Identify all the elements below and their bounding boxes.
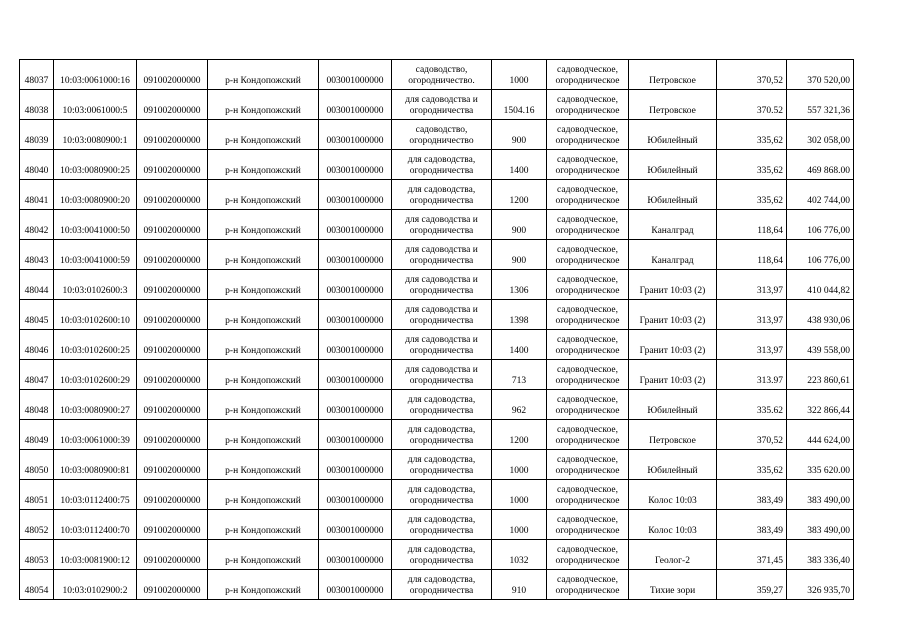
category-cell-line: огородническое (555, 436, 620, 446)
category-cell (547, 90, 629, 120)
specific-value-cell: 118,64 (717, 210, 787, 240)
permitted-use-cell (392, 480, 492, 510)
category-cell (547, 180, 629, 210)
settlement-name-cell: Колос 10:03 (629, 510, 717, 540)
specific-value-cell: 335,62 (717, 450, 787, 480)
okato-code-cell: 091002000000 (137, 90, 208, 120)
permitted-use-cell (392, 360, 492, 390)
table-row (20, 510, 854, 540)
permitted-use-cell (392, 60, 492, 90)
cadastral-number-cell: 10:03:0041000:50 (54, 210, 137, 240)
table-row (20, 60, 854, 90)
table-row (20, 330, 854, 360)
permitted-use-cell-line: садоводство, (415, 125, 468, 135)
category-cell (547, 390, 629, 420)
category-cell-line: огородническое (555, 406, 620, 416)
district-cell: р-н Кондопожский (208, 420, 319, 450)
cadastral-number-cell: 10:03:0102900:2 (54, 570, 137, 600)
okato-code-cell: 091002000000 (137, 510, 208, 540)
oktmo-code-cell: 003001000000 (319, 270, 392, 300)
row-number-cell: 48045 (20, 300, 54, 330)
category-cell (547, 360, 629, 390)
category-cell (547, 240, 629, 270)
table-row (20, 540, 854, 570)
category-cell-line: садоводческое, (557, 395, 618, 405)
district-cell: р-н Кондопожский (208, 330, 319, 360)
okato-code-cell: 091002000000 (137, 570, 208, 600)
permitted-use-cell-line: огородничества (409, 556, 474, 566)
permitted-use-cell-line: для садоводства и (405, 335, 478, 345)
category-cell (547, 150, 629, 180)
area-cell: 1400 (492, 330, 547, 360)
permitted-use-cell-line: огородничества (409, 586, 474, 596)
oktmo-code-cell: 003001000000 (319, 510, 392, 540)
permitted-use-cell-line: огородничества (409, 466, 474, 476)
area-cell: 1032 (492, 540, 547, 570)
category-cell-line: огородническое (555, 376, 620, 386)
oktmo-code-cell: 003001000000 (319, 210, 392, 240)
cadastral-number-cell: 10:03:0081900:12 (54, 540, 137, 570)
permitted-use-cell-line: для садоводства и (405, 215, 478, 225)
category-cell-line: садоводческое, (557, 515, 618, 525)
row-number-cell: 48046 (20, 330, 54, 360)
oktmo-code-cell: 003001000000 (319, 570, 392, 600)
permitted-use-cell (392, 240, 492, 270)
cadastral-value-cell: 106 776,00 (787, 210, 854, 240)
specific-value-cell: 335.62 (717, 390, 787, 420)
category-cell-line: огородническое (555, 106, 620, 116)
okato-code-cell: 091002000000 (137, 390, 208, 420)
row-number-cell: 48043 (20, 240, 54, 270)
okato-code-cell: 091002000000 (137, 120, 208, 150)
permitted-use-cell-line: для садоводства, (407, 545, 476, 555)
table-row (20, 120, 854, 150)
specific-value-cell: 313,97 (717, 300, 787, 330)
district-cell: р-н Кондопожский (208, 90, 319, 120)
category-cell (547, 480, 629, 510)
okato-code-cell: 091002000000 (137, 180, 208, 210)
area-cell: 1400 (492, 150, 547, 180)
category-cell-line: садоводческое, (557, 575, 618, 585)
area-cell: 910 (492, 570, 547, 600)
category-cell-line: садоводческое, (557, 155, 618, 165)
okato-code-cell: 091002000000 (137, 300, 208, 330)
row-number-cell: 48037 (20, 60, 54, 90)
permitted-use-cell-line: для садоводства, (407, 455, 476, 465)
area-cell: 900 (492, 210, 547, 240)
oktmo-code-cell: 003001000000 (319, 150, 392, 180)
permitted-use-cell-line: для садоводства, (407, 155, 476, 165)
category-cell-line: садоводческое, (557, 425, 618, 435)
category-cell-line: огородническое (555, 586, 620, 596)
category-cell-line: огородническое (555, 526, 620, 536)
specific-value-cell: 370.52 (717, 90, 787, 120)
district-cell: р-н Кондопожский (208, 570, 319, 600)
cadastral-value-cell: 444 624,00 (787, 420, 854, 450)
okato-code-cell: 091002000000 (137, 270, 208, 300)
specific-value-cell: 383,49 (717, 510, 787, 540)
permitted-use-cell (392, 420, 492, 450)
category-cell-line: садоводческое, (557, 215, 618, 225)
oktmo-code-cell: 003001000000 (319, 90, 392, 120)
settlement-name-cell: Юбилейный (629, 120, 717, 150)
specific-value-cell: 371,45 (717, 540, 787, 570)
permitted-use-cell (392, 540, 492, 570)
specific-value-cell: 359,27 (717, 570, 787, 600)
permitted-use-cell-line: для садоводства, (407, 575, 476, 585)
permitted-use-cell (392, 210, 492, 240)
district-cell: р-н Кондопожский (208, 450, 319, 480)
district-cell: р-н Кондопожский (208, 480, 319, 510)
oktmo-code-cell: 003001000000 (319, 420, 392, 450)
area-cell: 900 (492, 240, 547, 270)
cadastral-value-cell: 410 044,82 (787, 270, 854, 300)
district-cell: р-н Кондопожский (208, 210, 319, 240)
cadastral-value-cell: 402 744,00 (787, 180, 854, 210)
okato-code-cell: 091002000000 (137, 450, 208, 480)
row-number-cell: 48039 (20, 120, 54, 150)
settlement-name-cell: Тихие зори (629, 570, 717, 600)
area-cell: 1200 (492, 420, 547, 450)
settlement-name-cell: Гранит 10:03 (2) (629, 300, 717, 330)
row-number-cell: 48042 (20, 210, 54, 240)
permitted-use-cell (392, 270, 492, 300)
cadastral-number-cell: 10:03:0061000:5 (54, 90, 137, 120)
settlement-name-cell: Юбилейный (629, 390, 717, 420)
area-cell: 962 (492, 390, 547, 420)
permitted-use-cell-line: огородничество (409, 136, 474, 146)
cadastral-number-cell: 10:03:0061000:16 (54, 60, 137, 90)
okato-code-cell: 091002000000 (137, 420, 208, 450)
area-cell: 1504.16 (492, 90, 547, 120)
permitted-use-cell-line: для садоводства и (405, 275, 478, 285)
row-number-cell: 48040 (20, 150, 54, 180)
cadastral-number-cell: 10:03:0080900:1 (54, 120, 137, 150)
settlement-name-cell: Каналград (629, 210, 717, 240)
permitted-use-cell-line: огородничества (409, 316, 474, 326)
category-cell (547, 330, 629, 360)
okato-code-cell: 091002000000 (137, 60, 208, 90)
oktmo-code-cell: 003001000000 (319, 180, 392, 210)
cadastral-number-cell: 10:03:0102600:3 (54, 270, 137, 300)
specific-value-cell: 313.97 (717, 360, 787, 390)
category-cell-line: садоводческое, (557, 245, 618, 255)
district-cell: р-н Кондопожский (208, 540, 319, 570)
category-cell-line: садоводческое, (557, 545, 618, 555)
row-number-cell: 48052 (20, 510, 54, 540)
table-row (20, 240, 854, 270)
permitted-use-cell-line: огородничества (409, 436, 474, 446)
permitted-use-cell-line: огородничества (409, 286, 474, 296)
settlement-name-cell: Колос 10:03 (629, 480, 717, 510)
okato-code-cell: 091002000000 (137, 150, 208, 180)
category-cell-line: садоводческое, (557, 335, 618, 345)
row-number-cell: 48053 (20, 540, 54, 570)
oktmo-code-cell: 003001000000 (319, 120, 392, 150)
category-cell (547, 120, 629, 150)
permitted-use-cell-line: огородничества (409, 226, 474, 236)
table-row (20, 360, 854, 390)
oktmo-code-cell: 003001000000 (319, 330, 392, 360)
area-cell: 1000 (492, 510, 547, 540)
specific-value-cell: 313,97 (717, 270, 787, 300)
table-row (20, 300, 854, 330)
table-row (20, 420, 854, 450)
settlement-name-cell: Юбилейный (629, 450, 717, 480)
oktmo-code-cell: 003001000000 (319, 360, 392, 390)
category-cell (547, 570, 629, 600)
district-cell: р-н Кондопожский (208, 60, 319, 90)
district-cell: р-н Кондопожский (208, 390, 319, 420)
specific-value-cell: 313,97 (717, 330, 787, 360)
permitted-use-cell-line: садоводство, (415, 65, 468, 75)
category-cell-line: огородническое (555, 256, 620, 266)
category-cell (547, 270, 629, 300)
row-number-cell: 48054 (20, 570, 54, 600)
cadastral-number-cell: 10:03:0061000:39 (54, 420, 137, 450)
category-cell (547, 540, 629, 570)
cadastral-number-cell: 10:03:0080900:81 (54, 450, 137, 480)
permitted-use-cell-line: для садоводства, (407, 425, 476, 435)
category-cell-line: садоводческое, (557, 485, 618, 495)
cadastral-number-cell: 10:03:0041000:59 (54, 240, 137, 270)
cadastral-number-cell: 10:03:0102600:10 (54, 300, 137, 330)
oktmo-code-cell: 003001000000 (319, 540, 392, 570)
category-cell-line: огородническое (555, 166, 620, 176)
permitted-use-cell-line: огородничества (409, 346, 474, 356)
cadastral-value-cell: 106 776,00 (787, 240, 854, 270)
area-cell: 1398 (492, 300, 547, 330)
category-cell-line: садоводческое, (557, 185, 618, 195)
settlement-name-cell: Петровское (629, 60, 717, 90)
category-cell-line: огородническое (555, 136, 620, 146)
settlement-name-cell: Петровское (629, 90, 717, 120)
cadastral-number-cell: 10:03:0080900:20 (54, 180, 137, 210)
table-row (20, 90, 854, 120)
table-row (20, 450, 854, 480)
specific-value-cell: 335,62 (717, 150, 787, 180)
cadastral-value-cell: 383 490,00 (787, 510, 854, 540)
table-row (20, 150, 854, 180)
oktmo-code-cell: 003001000000 (319, 300, 392, 330)
specific-value-cell: 118,64 (717, 240, 787, 270)
permitted-use-cell-line: для садоводства и (405, 245, 478, 255)
district-cell: р-н Кондопожский (208, 120, 319, 150)
okato-code-cell: 091002000000 (137, 360, 208, 390)
cadastral-value-cell: 370 520,00 (787, 60, 854, 90)
cadastral-value-cell: 557 321,36 (787, 90, 854, 120)
permitted-use-cell-line: огородничества (409, 406, 474, 416)
permitted-use-cell (392, 300, 492, 330)
table-row (20, 480, 854, 510)
permitted-use-cell (392, 510, 492, 540)
permitted-use-cell-line: для садоводства, (407, 515, 476, 525)
oktmo-code-cell: 003001000000 (319, 60, 392, 90)
category-cell-line: огородническое (555, 76, 620, 86)
row-number-cell: 48051 (20, 480, 54, 510)
district-cell: р-н Кондопожский (208, 270, 319, 300)
cadastral-number-cell: 10:03:0080900:25 (54, 150, 137, 180)
oktmo-code-cell: 003001000000 (319, 390, 392, 420)
permitted-use-cell-line: для садоводства, (407, 395, 476, 405)
settlement-name-cell: Юбилейный (629, 180, 717, 210)
area-cell: 1000 (492, 60, 547, 90)
cadastral-value-cell: 335 620.00 (787, 450, 854, 480)
cadastral-value-cell: 302 058,00 (787, 120, 854, 150)
area-cell: 900 (492, 120, 547, 150)
category-cell-line: садоводческое, (557, 365, 618, 375)
permitted-use-cell-line: огородничества (409, 106, 474, 116)
category-cell-line: огородническое (555, 226, 620, 236)
district-cell: р-н Кондопожский (208, 300, 319, 330)
permitted-use-cell (392, 120, 492, 150)
settlement-name-cell: Гранит 10:03 (2) (629, 270, 717, 300)
permitted-use-cell (392, 180, 492, 210)
category-cell-line: садоводческое, (557, 275, 618, 285)
cadastral-value-cell: 322 866,44 (787, 390, 854, 420)
cadastral-number-cell: 10:03:0102600:29 (54, 360, 137, 390)
permitted-use-cell-line: огородничества (409, 496, 474, 506)
category-cell-line: огородническое (555, 346, 620, 356)
category-cell-line: огородническое (555, 316, 620, 326)
category-cell-line: огородническое (555, 496, 620, 506)
cadastral-value-cell: 383 336,40 (787, 540, 854, 570)
category-cell-line: садоводческое, (557, 305, 618, 315)
row-number-cell: 48041 (20, 180, 54, 210)
permitted-use-cell-line: для садоводства, (407, 185, 476, 195)
permitted-use-cell-line: огородничества (409, 376, 474, 386)
cadastral-number-cell: 10:03:0112400:70 (54, 510, 137, 540)
category-cell-line: огородническое (555, 286, 620, 296)
area-cell: 1000 (492, 480, 547, 510)
category-cell-line: огородническое (555, 466, 620, 476)
category-cell-line: садоводческое, (557, 65, 618, 75)
cadastral-number-cell: 10:03:0112400:75 (54, 480, 137, 510)
area-cell: 1000 (492, 450, 547, 480)
specific-value-cell: 335,62 (717, 180, 787, 210)
category-cell (547, 420, 629, 450)
settlement-name-cell: Гранит 10:03 (2) (629, 360, 717, 390)
district-cell: р-н Кондопожский (208, 240, 319, 270)
oktmo-code-cell: 003001000000 (319, 480, 392, 510)
category-cell-line: садоводческое, (557, 95, 618, 105)
category-cell (547, 60, 629, 90)
cadastral-value-cell: 223 860,61 (787, 360, 854, 390)
permitted-use-cell (392, 570, 492, 600)
permitted-use-cell-line: для садоводства и (405, 95, 478, 105)
category-cell-line: садоводческое, (557, 125, 618, 135)
cadastral-value-cell: 383 490,00 (787, 480, 854, 510)
settlement-name-cell: Петровское (629, 420, 717, 450)
category-cell-line: огородническое (555, 196, 620, 206)
permitted-use-cell-line: огородничества (409, 196, 474, 206)
district-cell: р-н Кондопожский (208, 150, 319, 180)
permitted-use-cell (392, 330, 492, 360)
row-number-cell: 48050 (20, 450, 54, 480)
permitted-use-cell (392, 150, 492, 180)
specific-value-cell: 335,62 (717, 120, 787, 150)
okato-code-cell: 091002000000 (137, 210, 208, 240)
district-cell: р-н Кондопожский (208, 360, 319, 390)
cadastral-number-cell: 10:03:0102600:25 (54, 330, 137, 360)
row-number-cell: 48048 (20, 390, 54, 420)
area-cell: 1200 (492, 180, 547, 210)
table-row (20, 210, 854, 240)
settlement-name-cell: Гранит 10:03 (2) (629, 330, 717, 360)
permitted-use-cell-line: для садоводства и (405, 305, 478, 315)
permitted-use-cell-line: для садоводства, (407, 485, 476, 495)
specific-value-cell: 370,52 (717, 60, 787, 90)
permitted-use-cell (392, 90, 492, 120)
permitted-use-cell-line: огородничества (409, 166, 474, 176)
cadastral-value-table (19, 59, 854, 600)
settlement-name-cell: Каналград (629, 240, 717, 270)
row-number-cell: 48047 (20, 360, 54, 390)
okato-code-cell: 091002000000 (137, 330, 208, 360)
cadastral-number-cell: 10:03:0080900:27 (54, 390, 137, 420)
category-cell-line: садоводческое, (557, 455, 618, 465)
table-row (20, 180, 854, 210)
category-cell-line: огородническое (555, 556, 620, 566)
permitted-use-cell-line: огородничество. (408, 76, 475, 86)
settlement-name-cell: Юбилейный (629, 150, 717, 180)
oktmo-code-cell: 003001000000 (319, 240, 392, 270)
cadastral-value-cell: 469 868.00 (787, 150, 854, 180)
permitted-use-cell-line: огородничества (409, 256, 474, 266)
cadastral-value-cell: 438 930,06 (787, 300, 854, 330)
area-cell: 713 (492, 360, 547, 390)
cadastral-value-cell: 439 558,00 (787, 330, 854, 360)
table-row (20, 570, 854, 600)
category-cell (547, 450, 629, 480)
settlement-name-cell: Геолог-2 (629, 540, 717, 570)
table-row (20, 270, 854, 300)
table-row (20, 390, 854, 420)
district-cell: р-н Кондопожский (208, 180, 319, 210)
permitted-use-cell (392, 390, 492, 420)
permitted-use-cell-line: для садоводства и (405, 365, 478, 375)
category-cell (547, 210, 629, 240)
category-cell (547, 300, 629, 330)
okato-code-cell: 091002000000 (137, 240, 208, 270)
permitted-use-cell-line: огородничества (409, 526, 474, 536)
cadastral-value-cell: 326 935,70 (787, 570, 854, 600)
category-cell (547, 510, 629, 540)
okato-code-cell: 091002000000 (137, 540, 208, 570)
okato-code-cell: 091002000000 (137, 480, 208, 510)
specific-value-cell: 383,49 (717, 480, 787, 510)
row-number-cell: 48044 (20, 270, 54, 300)
permitted-use-cell (392, 450, 492, 480)
row-number-cell: 48038 (20, 90, 54, 120)
row-number-cell: 48049 (20, 420, 54, 450)
district-cell: р-н Кондопожский (208, 510, 319, 540)
oktmo-code-cell: 003001000000 (319, 450, 392, 480)
specific-value-cell: 370,52 (717, 420, 787, 450)
area-cell: 1306 (492, 270, 547, 300)
